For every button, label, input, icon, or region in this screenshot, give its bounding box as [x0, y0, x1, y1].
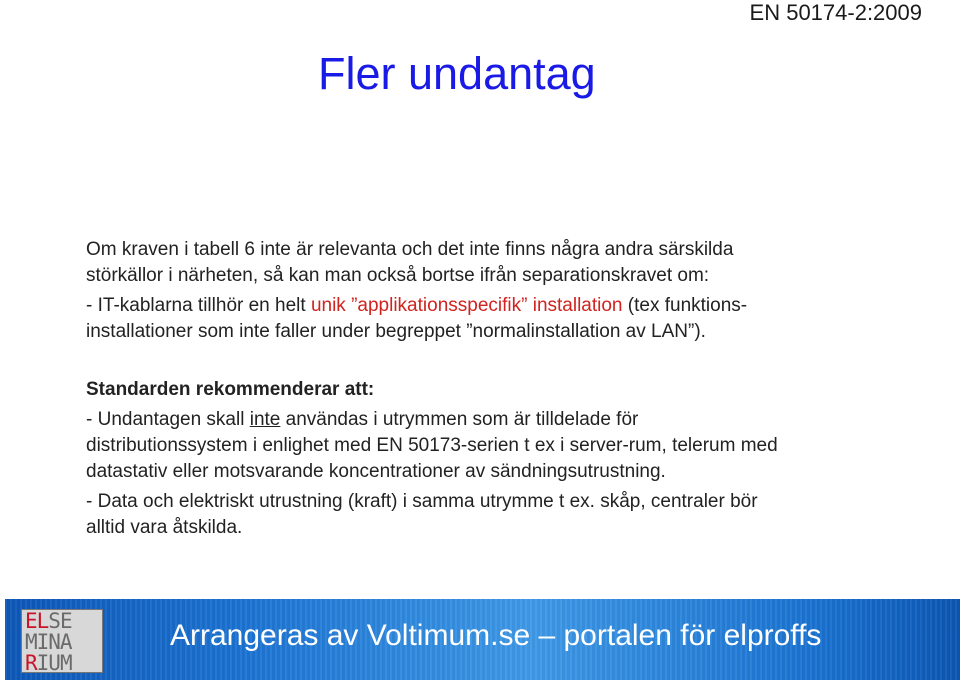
- bullet-line-2: installationer som inte faller under begreppet ”normalinstallation av LAN”).: [86, 321, 706, 342]
- intro-line-2: störkällor i närheten, så kan man också bortse ifrån separationskravet om:: [86, 265, 710, 286]
- recommendation-item-1: [86, 407, 926, 433]
- recommendation-item-2: - Data och elektriskt utrustning (kraft) i samma utrymme t ex. skåp, centraler bör: [86, 491, 758, 512]
- item1-suffix: användas i utrymmen som är tilldelade för: [280, 409, 639, 430]
- document-code: EN 50174-2:2009: [749, 0, 922, 25]
- intro-bullet-continuation: [86, 319, 926, 345]
- bullet-prefix: - IT-kablarna tillhör en helt: [86, 295, 311, 316]
- intro-bullet: [86, 293, 926, 319]
- intro-line-1: Om kraven i tabell 6 inte är relevanta och det inte finns några andra särskilda: [86, 239, 734, 260]
- logo-row: RIUM: [25, 651, 72, 675]
- item1-emphasis: inte: [249, 409, 281, 430]
- elseminarium-logo: [21, 609, 103, 673]
- bullet-suffix: (tex funktions-: [622, 295, 748, 316]
- logo-row: MINA: [25, 630, 72, 654]
- page-title: Fler undantag: [318, 48, 596, 99]
- recommendation-item-1-line-3: datastativ eller motsvarande koncentrationer av sändningsutrustning.: [86, 461, 666, 482]
- recommendation-item-2-line-2: alltid vara åtskilda.: [86, 517, 243, 538]
- recommendation-section: [86, 377, 926, 541]
- intro-paragraph: [86, 237, 926, 345]
- item1-prefix: - Undantagen skall: [86, 409, 250, 430]
- footer-banner: [5, 599, 960, 680]
- bullet-highlight: unik ”applikationsspecifik” installation: [310, 295, 623, 316]
- intro-line: [86, 237, 926, 263]
- logo-row: ELSE: [25, 609, 72, 633]
- recommendation-item-1-line-2: distributionssystem i enlighet med EN 50173-serien t ex i server-rum, telerum med: [86, 435, 778, 456]
- recommendation-heading: Standarden rekommenderar att:: [86, 379, 375, 400]
- intro-line: [86, 263, 926, 289]
- footer-tagline: Arrangeras av Voltimum.se – portalen för elproffs: [170, 619, 822, 652]
